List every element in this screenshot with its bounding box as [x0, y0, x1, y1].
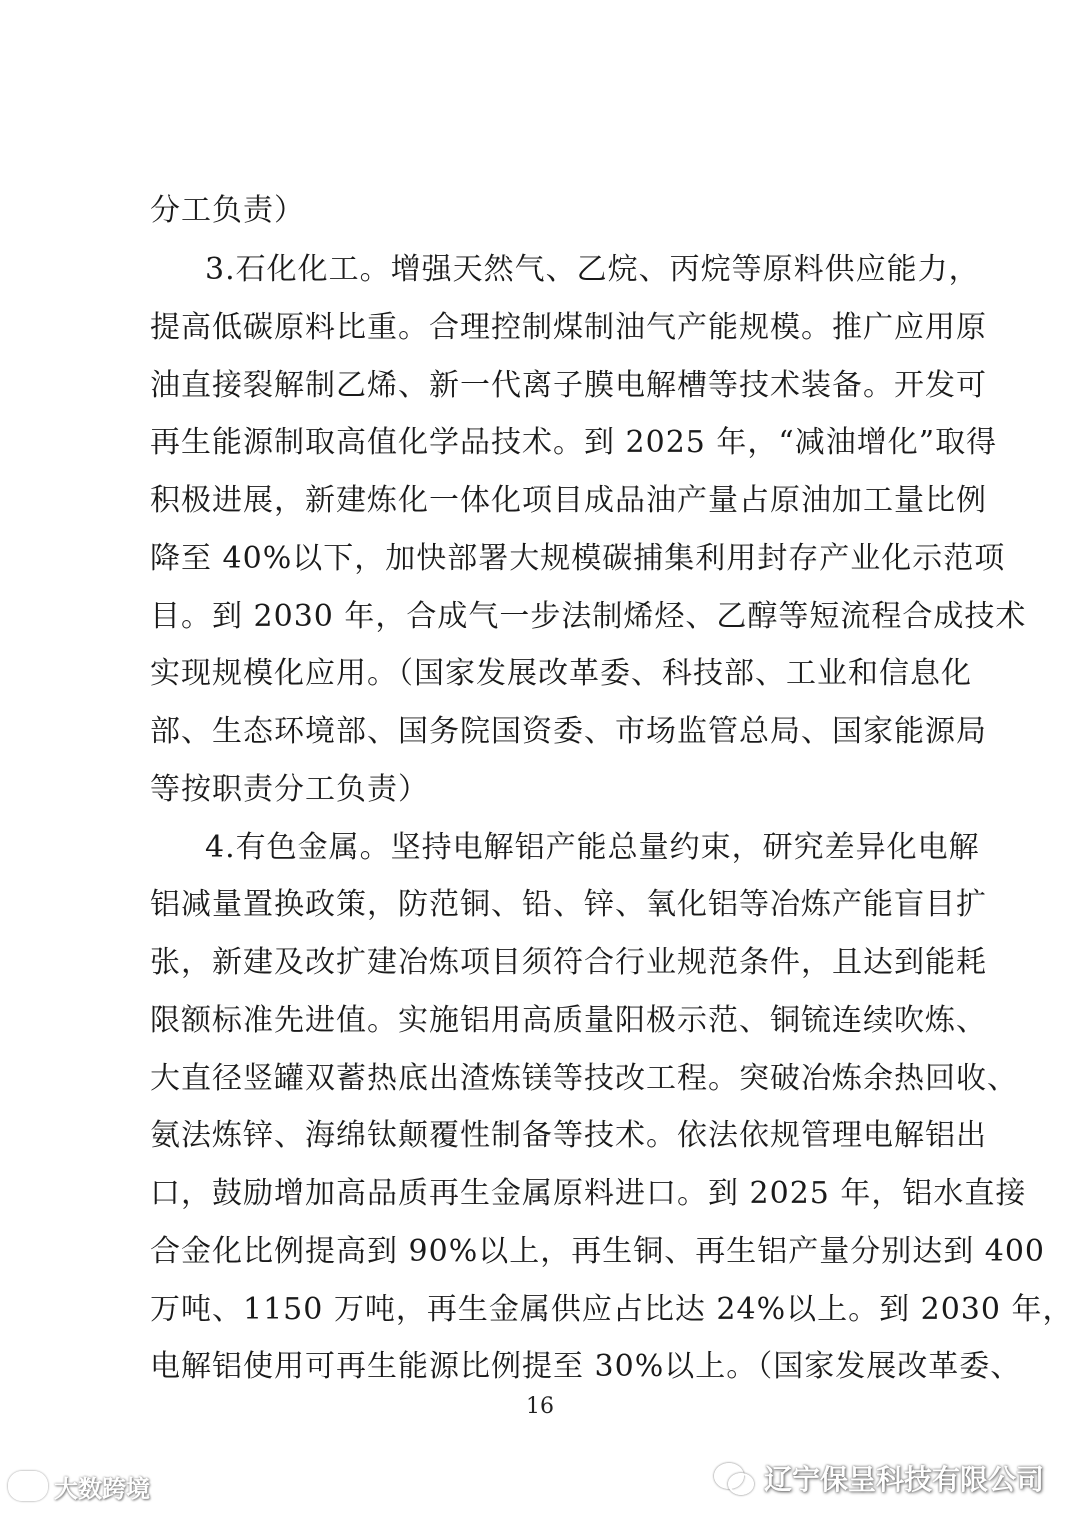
text-line-19: 合金化比例提高到 90%以上，再生铜、再生铝产量分别达到 400	[150, 1234, 1046, 1269]
watermark-left-text: 大数跨境	[54, 1474, 150, 1503]
text-line-7: 降至 40%以下，加快部署大规模碳捕集利用封存产业化示范项	[150, 541, 1006, 576]
text-line-10: 部、生态环境部、国务院国资委、市场监管总局、国家能源局	[150, 714, 987, 749]
text-line-15: 限额标准先进值。实施铝用高质量阳极示范、铜锍连续吹炼、	[150, 1003, 987, 1038]
text-line-13: 铝减量置换政策，防范铜、铅、锌、氧化铝等冶炼产能盲目扩	[150, 887, 987, 922]
text-line-6: 积极进展，新建炼化一体化项目成品油产量占原油加工量比例	[150, 483, 987, 518]
text-line-16: 大直径竖罐双蓄热底出渣炼镁等技改工程。突破冶炼余热回收、	[150, 1061, 1018, 1096]
text-line-12: 4.有色金属。坚持电解铝产能总量约束，研究差异化电解	[205, 830, 980, 865]
watermark-right	[714, 1456, 1044, 1500]
text-line-3: 提高低碳原料比重。合理控制煤制油气产能规模。推广应用原	[150, 310, 987, 345]
wechat-icon	[714, 1461, 754, 1495]
watermark-left	[8, 1466, 150, 1506]
watermark-right-text: 辽宁保呈科技有限公司	[763, 1463, 1044, 1496]
text-line-17: 氨法炼锌、海绵钛颠覆性制备等技术。依法依规管理电解铝出	[150, 1118, 987, 1153]
text-line-20: 万吨、1150 万吨，再生金属供应占比达 24%以上。到 2030 年，	[150, 1292, 1074, 1327]
text-line-8: 目。到 2030 年，合成气一步法制烯烃、乙醇等短流程合成技术	[150, 599, 1027, 634]
page-number: 16	[526, 1394, 554, 1419]
text-line-21: 电解铝使用可再生能源比例提至 30%以上。（国家发展改革委、	[150, 1349, 1022, 1384]
text-line-5: 再生能源制取高值化学品技术。到 2025 年，“减油增化”取得	[150, 425, 998, 460]
text-line-1: 分工负责）	[150, 193, 305, 228]
text-line-4: 油直接裂解制乙烯、新一代离子膜电解槽等技术装备。开发可	[150, 368, 987, 403]
text-line-2: 3.石化化工。增强天然气、乙烷、丙烷等原料供应能力，	[205, 252, 980, 287]
text-line-11: 等按职责分工负责）	[150, 772, 429, 807]
text-line-9: 实现规模化应用。（国家发展改革委、科技部、工业和信息化	[150, 656, 972, 691]
text-line-14: 张，新建及改扩建冶炼项目须符合行业规范条件，且达到能耗	[150, 945, 987, 980]
brand-logo-icon	[8, 1471, 48, 1501]
text-line-18: 口，鼓励增加高品质再生金属原料进口。到 2025 年，铝水直接	[150, 1176, 1027, 1211]
